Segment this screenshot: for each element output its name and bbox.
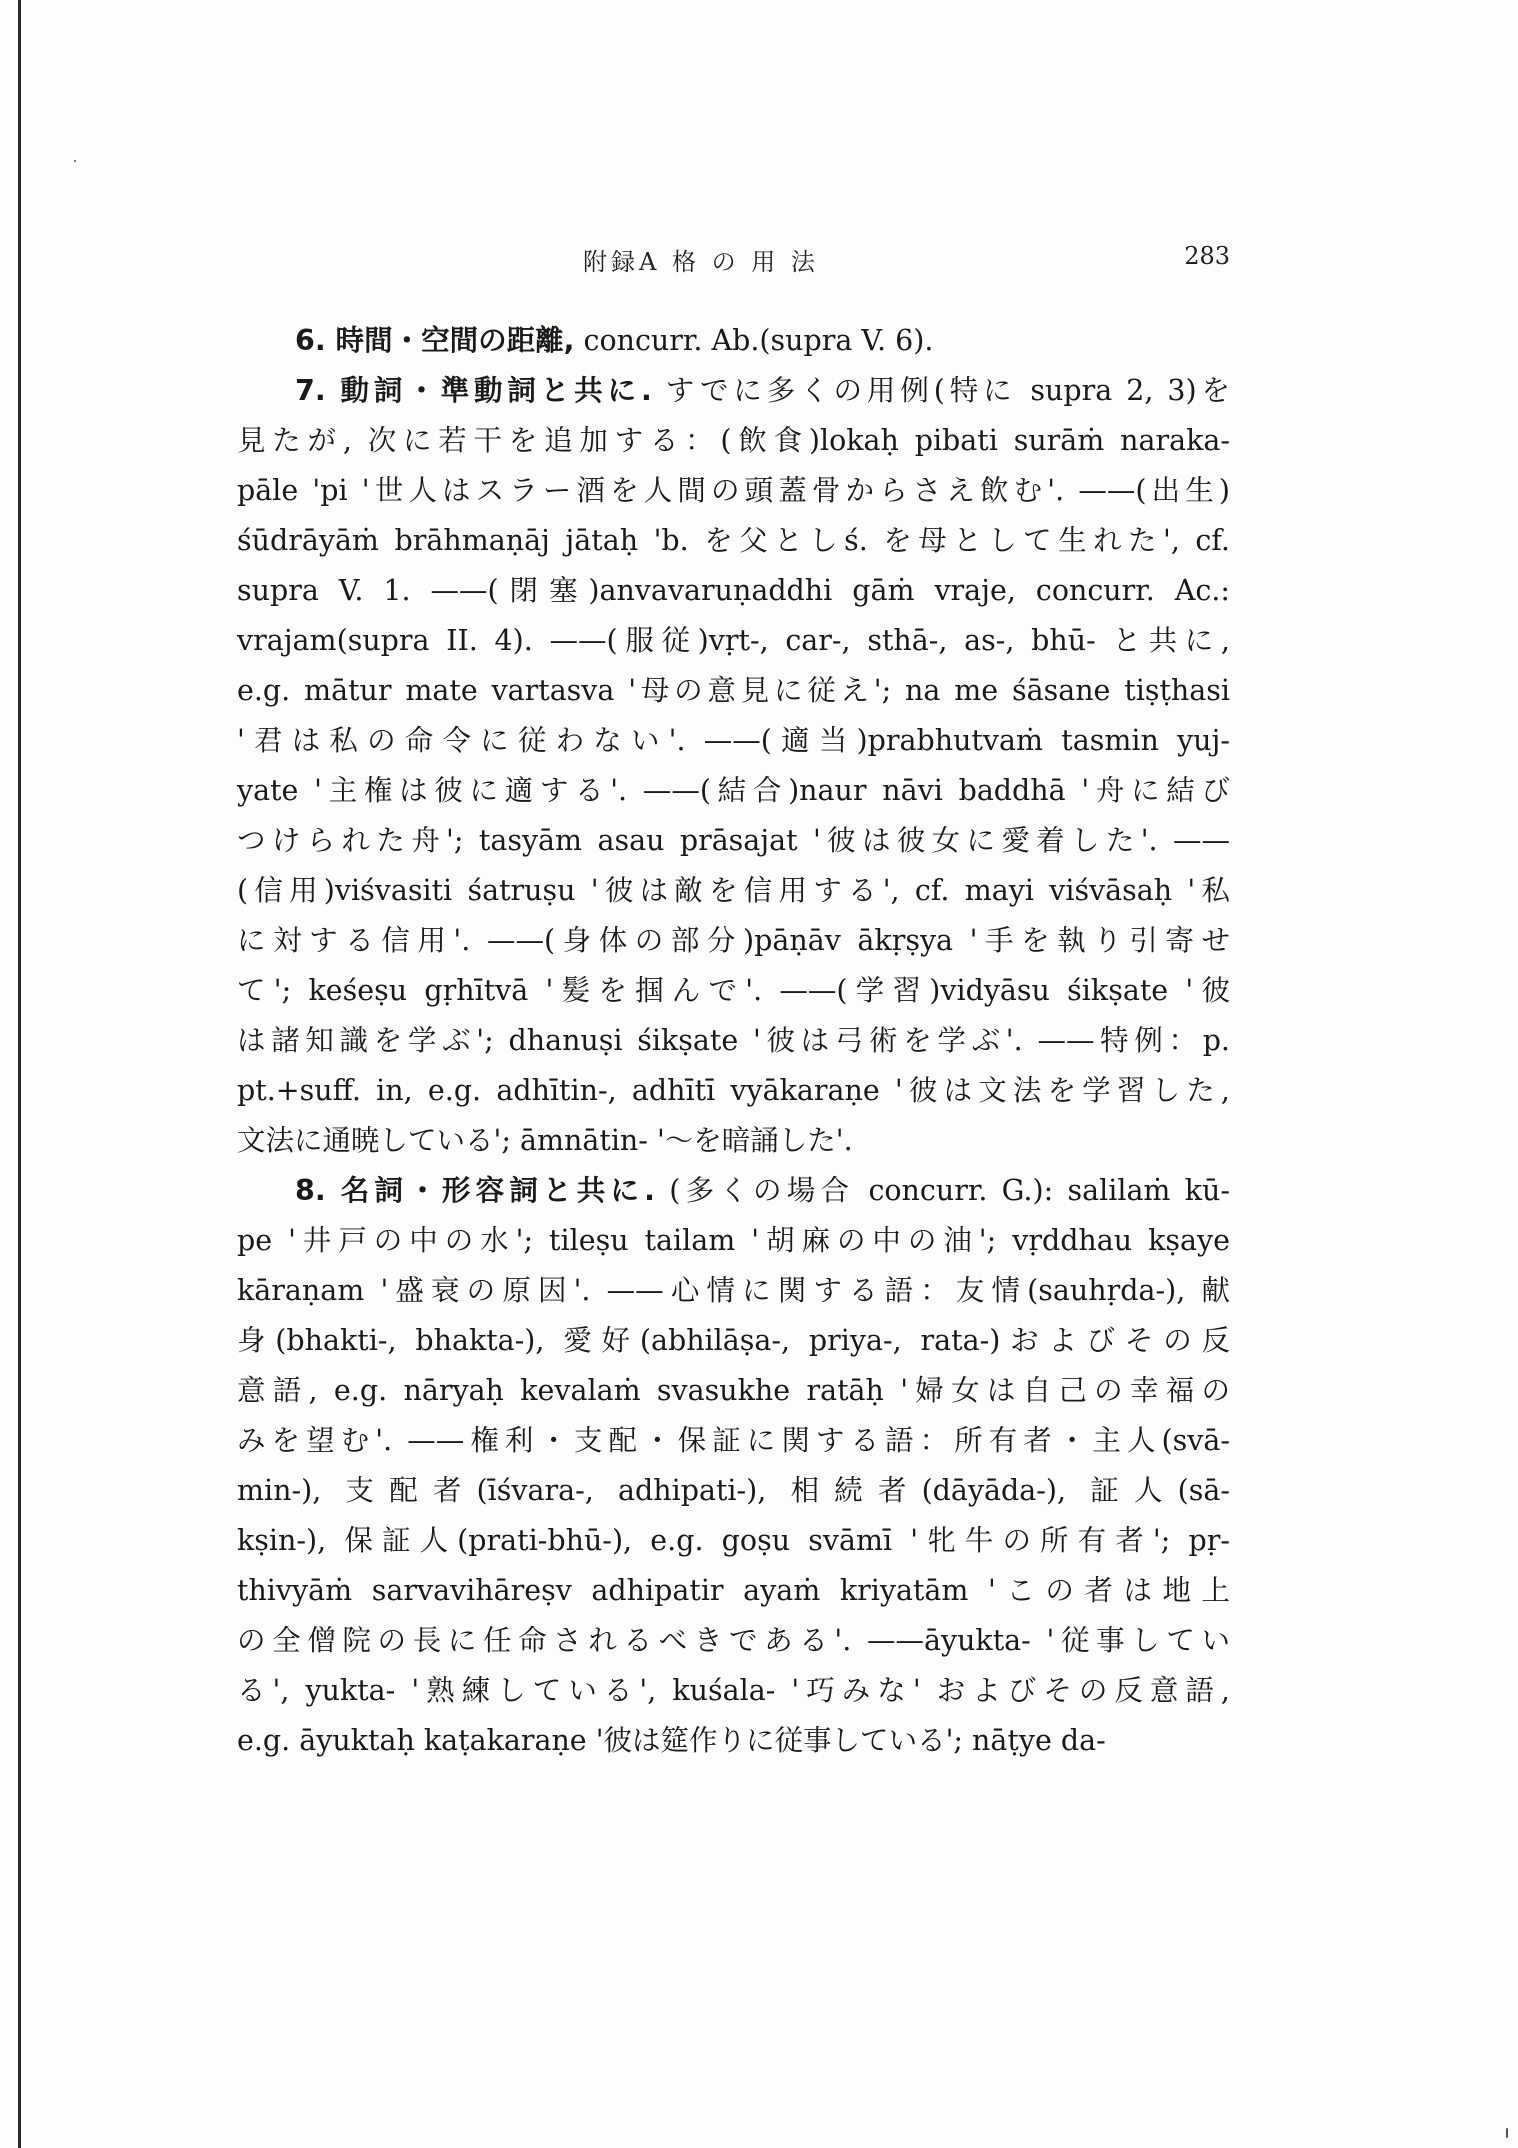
text-line: [237, 1566, 1230, 1616]
line-text: て'; keśeṣu gṛhītvā '髪を掴んで'. ——(学習)vidyāsu śikṣate '彼: [237, 974, 1230, 1007]
page-body: [237, 316, 1230, 1766]
text-line: [237, 1516, 1230, 1566]
line-text: 意語, e.g. nāryaḥ kevalaṁ svasukhe ratāḥ '婦女は自己の幸福の: [237, 1374, 1230, 1407]
text-line: [237, 366, 1230, 416]
line-text: 身(bhakti-, bhakta-), 愛好(abhilāṣa-, priya-, rata-)およびその反: [237, 1324, 1230, 1357]
page-number: 283: [1184, 242, 1230, 270]
section-heading: 8. 名詞・形容詞と共に.: [295, 1174, 656, 1207]
page-binding-edge: [18, 0, 21, 2148]
running-title: 附録A 格 の 用 法: [583, 248, 819, 276]
text-line: [237, 966, 1230, 1016]
running-header: [237, 242, 1230, 286]
line-text: 見たが, 次に若干を追加する：(飲食)lokaḥ pibati surāṁ naraka-: [237, 424, 1230, 457]
text-line: [237, 616, 1230, 666]
scan-speck: [1506, 2128, 1508, 2138]
text-line: [237, 1016, 1230, 1066]
text-line: [237, 1216, 1230, 1266]
line-text: śūdrāyāṁ brāhmaṇāj jātaḥ 'b. を父としś. を母として生れた', cf.: [237, 524, 1230, 557]
text-line: [237, 1166, 1230, 1216]
line-text: '君は私の命令に従わない'. ——(適当)prabhutvaṁ tasmin yuj-: [237, 724, 1230, 757]
line-text: みを望む'. ——権利・支配・保証に関する語：所有者・主人(svā-: [237, 1424, 1230, 1457]
line-text: min-), 支配者(īśvara-, adhipati-), 相続者(dāyāda-), 証人(sā-: [237, 1474, 1230, 1507]
line-text: thivyāṁ sarvavihāreṣv adhipatir ayaṁ kriyatām 'この者は地上: [237, 1574, 1230, 1607]
line-text: vrajam(supra II. 4). ——(服従)vṛt-, car-, sthā-, as-, bhū- と共に,: [237, 624, 1230, 657]
paragraph: [237, 1166, 1230, 1766]
text-line: [237, 1066, 1230, 1116]
text-line: [237, 1466, 1230, 1516]
text-line: [237, 1366, 1230, 1416]
line-text: supra V. 1. ——(閉塞)anvavaruṇaddhi gāṁ vraje, concurr. Ac.:: [237, 574, 1230, 607]
line-text: pāle 'pi '世人はスラー酒を人間の頭蓋骨からさえ飲む'. ——(出生): [237, 474, 1230, 507]
text-line: [237, 316, 1230, 366]
line-text: は諸知識を学ぶ'; dhanuṣi śikṣate '彼は弓術を学ぶ'. ——特例：p.: [237, 1024, 1230, 1057]
line-text: kṣin-), 保証人(prati-bhū-), e.g. goṣu svāmī '牝牛の所有者'; pṛ-: [237, 1524, 1230, 1557]
text-line: [237, 1716, 1230, 1766]
section-heading: 7. 動詞・準動詞と共に.: [295, 374, 652, 407]
line-text: る', yukta- '熟練している', kuśala- '巧みな' およびその反意語,: [237, 1674, 1230, 1707]
line-text: 文法に通暁している'; āmnātin- '〜を暗誦した'.: [237, 1124, 853, 1157]
line-text: yate '主権は彼に適する'. ——(結合)naur nāvi baddhā '舟に結び: [237, 774, 1230, 807]
line-text: e.g. mātur mate vartasva '母の意見に従え'; na me śāsane tiṣṭhasi: [237, 674, 1230, 707]
text-line: [237, 566, 1230, 616]
line-text: pe '井戸の中の水'; tileṣu tailam '胡麻の中の油'; vṛddhau kṣaye: [237, 1224, 1230, 1257]
text-line: [237, 466, 1230, 516]
text-line: [237, 816, 1230, 866]
line-text: pt.+suff. in, e.g. adhītin-, adhītī vyākaraṇe '彼は文法を学習した,: [237, 1074, 1230, 1107]
section-heading: 6. 時間・空間の距離,: [295, 324, 575, 357]
line-text: すでに多くの用例(特に supra 2, 3)を: [651, 374, 1230, 407]
text-line: [237, 666, 1230, 716]
text-line: [237, 1666, 1230, 1716]
line-text: の全僧院の長に任命されるべきである'. ——āyukta- '従事してい: [237, 1624, 1230, 1657]
line-text: (多くの場合 concurr. G.): salilaṁ kū-: [655, 1174, 1230, 1207]
text-line: [237, 416, 1230, 466]
text-line: [237, 1616, 1230, 1666]
text-line: [237, 716, 1230, 766]
line-text: つけられた舟'; tasyām asau prāsajat '彼は彼女に愛着した'. ——: [237, 824, 1230, 857]
paragraph: [237, 316, 1230, 366]
text-line: [237, 1416, 1230, 1466]
text-line: [237, 1316, 1230, 1366]
text-line: [237, 516, 1230, 566]
paragraph: [237, 366, 1230, 1166]
line-text: concurr. Ab.(supra V. 6).: [574, 324, 934, 357]
text-line: [237, 916, 1230, 966]
text-line: [237, 766, 1230, 816]
line-text: kāraṇam '盛衰の原因'. ——心情に関する語：友情(sauhṛda-), 献: [237, 1274, 1230, 1307]
text-line: [237, 1266, 1230, 1316]
line-text: e.g. āyuktaḥ kaṭakaraṇe '彼は筵作りに従事している'; nāṭye da-: [237, 1724, 1106, 1757]
text-line: [237, 1116, 1230, 1166]
scan-speck: [74, 160, 76, 162]
line-text: に対する信用'. ——(身体の部分)pāṇāv ākṛṣya '手を執り引寄せ: [237, 924, 1230, 957]
line-text: (信用)viśvasiti śatruṣu '彼は敵を信用する', cf. mayi viśvāsaḥ '私: [237, 874, 1230, 907]
text-line: [237, 866, 1230, 916]
